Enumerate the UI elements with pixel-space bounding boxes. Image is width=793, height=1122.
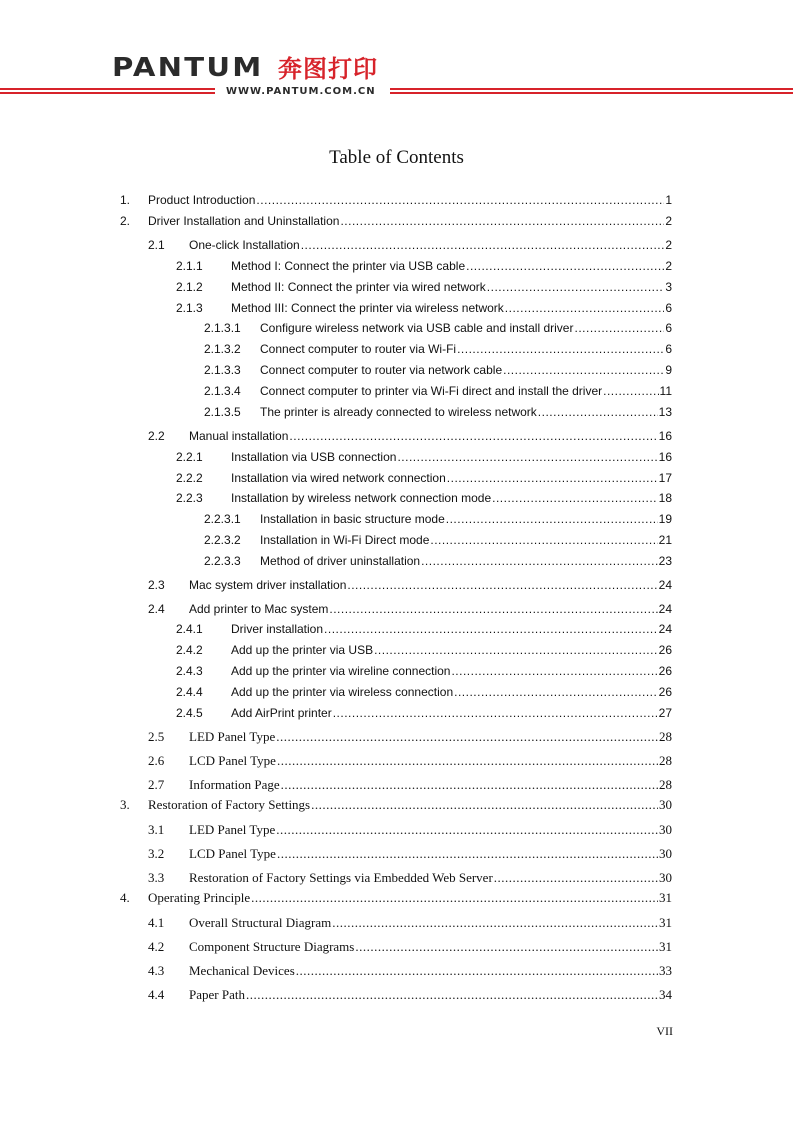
toc-dot-leader bbox=[324, 621, 658, 637]
page-number: VII bbox=[656, 1024, 673, 1038]
toc-entry-number: 2.2.3 bbox=[176, 491, 203, 505]
toc-entry-page: 31 bbox=[659, 890, 672, 905]
toc-entry-page: 30 bbox=[659, 797, 672, 812]
toc-entry-label: Connect computer to printer via Wi-Fi direct and install the driver bbox=[260, 384, 603, 398]
toc-entry-number: 2.1.3.4 bbox=[204, 384, 241, 398]
toc-dot-leader bbox=[296, 963, 658, 979]
toc-entry-number: 4. bbox=[120, 890, 130, 905]
toc-entry-label: Add up the printer via wireless connection bbox=[231, 685, 454, 699]
toc-entry-label: Restoration of Factory Settings bbox=[148, 797, 311, 812]
toc-entry-page: 23 bbox=[658, 554, 672, 568]
toc-entry[interactable] bbox=[120, 890, 672, 906]
toc-entry[interactable] bbox=[148, 939, 672, 955]
pantum-logo: PANTUM bbox=[112, 53, 264, 83]
toc-entry[interactable] bbox=[176, 663, 672, 679]
toc-entry-number: 2.5 bbox=[148, 729, 165, 744]
toc-entry-number: 2.2.3.2 bbox=[204, 533, 241, 547]
toc-entry-label: Method I: Connect the printer via USB cable bbox=[231, 259, 466, 273]
toc-entry-number: 4.1 bbox=[148, 915, 165, 930]
toc-entry[interactable] bbox=[204, 511, 672, 527]
toc-dot-leader bbox=[246, 987, 658, 1003]
toc-entry-page: 2 bbox=[665, 214, 672, 228]
toc-entry-number: 2.4.3 bbox=[176, 664, 203, 678]
toc-entry-page: 17 bbox=[658, 471, 672, 485]
toc-entry-label: LED Panel Type bbox=[189, 822, 276, 837]
toc-entry[interactable] bbox=[176, 684, 672, 700]
toc-title: Table of Contents bbox=[329, 147, 464, 168]
toc-entry-number: 2.1.3.2 bbox=[204, 342, 241, 356]
toc-entry[interactable] bbox=[148, 729, 672, 745]
toc-entry-label: Product Introduction bbox=[148, 193, 256, 207]
toc-entry[interactable] bbox=[120, 213, 672, 229]
toc-entry-number: 2.4.4 bbox=[176, 685, 203, 699]
toc-entry[interactable] bbox=[176, 642, 672, 658]
toc-dot-leader bbox=[251, 890, 658, 906]
toc-entry[interactable] bbox=[176, 470, 672, 486]
toc-entry-page: 1 bbox=[665, 193, 672, 207]
toc-dot-leader bbox=[574, 320, 664, 336]
toc-dot-leader bbox=[374, 642, 658, 658]
toc-entry-number: 3.2 bbox=[148, 846, 165, 861]
toc-entry-page: 28 bbox=[659, 753, 672, 768]
toc-entry-number: 2.2.3.3 bbox=[204, 554, 241, 568]
toc-entry-page: 11 bbox=[659, 384, 672, 398]
pantum-logo-chinese: 奔图打印 bbox=[278, 55, 378, 83]
toc-entry-number: 2.4.2 bbox=[176, 643, 203, 657]
toc-entry[interactable] bbox=[120, 192, 672, 208]
toc-entry-page: 26 bbox=[658, 664, 672, 678]
toc-entry[interactable] bbox=[120, 797, 672, 813]
toc-entry-page: 16 bbox=[658, 429, 672, 443]
toc-dot-leader bbox=[276, 822, 658, 838]
toc-dot-leader bbox=[277, 753, 658, 769]
toc-entry-page: 19 bbox=[658, 512, 672, 526]
toc-dot-leader bbox=[256, 192, 664, 208]
toc-entry-number: 2.1.3.1 bbox=[204, 321, 241, 335]
toc-entry-number: 2.1.3.3 bbox=[204, 363, 241, 377]
toc-entry[interactable] bbox=[148, 987, 672, 1003]
toc-entry-page: 18 bbox=[658, 491, 672, 505]
toc-entry[interactable] bbox=[148, 870, 672, 886]
toc-entry-label: Mac system driver installation bbox=[189, 578, 347, 592]
toc-entry[interactable] bbox=[148, 846, 672, 862]
toc-entry-page: 27 bbox=[658, 706, 672, 720]
toc-entry-label: Method II: Connect the printer via wired network bbox=[231, 280, 486, 294]
toc-entry-label: Component Structure Diagrams bbox=[189, 939, 355, 954]
toc-entry-number: 4.2 bbox=[148, 939, 165, 954]
toc-entry-page: 30 bbox=[659, 846, 672, 861]
toc-entry[interactable] bbox=[204, 320, 672, 336]
toc-entry-label: Mechanical Devices bbox=[189, 963, 295, 978]
toc-entry[interactable] bbox=[148, 915, 672, 931]
toc-entry[interactable] bbox=[148, 753, 672, 769]
toc-entry-label: The printer is already connected to wireless network bbox=[260, 405, 537, 419]
toc-entry-number: 2.2.1 bbox=[176, 450, 203, 464]
toc-entry-label: Configure wireless network via USB cable and install driver bbox=[260, 321, 574, 335]
toc-entry-page: 31 bbox=[659, 915, 672, 930]
toc-dot-leader bbox=[397, 449, 657, 465]
toc-entry[interactable] bbox=[148, 963, 672, 979]
toc-dot-leader bbox=[276, 729, 658, 745]
toc-dot-leader bbox=[301, 237, 665, 253]
toc-entry-label: LCD Panel Type bbox=[189, 753, 276, 768]
toc-dot-leader bbox=[451, 663, 657, 679]
toc-entry-number: 4.3 bbox=[148, 963, 165, 978]
toc-entry-label: Method of driver uninstallation bbox=[260, 554, 421, 568]
toc-entry-page: 13 bbox=[658, 405, 672, 419]
toc-entry-page: 28 bbox=[659, 777, 672, 792]
toc-entry-label: Connect computer to router via Wi-Fi bbox=[260, 342, 457, 356]
toc-dot-leader bbox=[281, 777, 658, 793]
toc-entry[interactable] bbox=[204, 383, 672, 399]
toc-dot-leader bbox=[494, 870, 658, 886]
toc-entry-number: 3. bbox=[120, 797, 130, 812]
toc-entry-page: 6 bbox=[665, 342, 672, 356]
toc-entry-number: 2.6 bbox=[148, 753, 165, 768]
header-rule-left bbox=[0, 88, 215, 94]
toc-entry-page: 2 bbox=[665, 259, 672, 273]
toc-dot-leader bbox=[347, 577, 657, 593]
toc-entry[interactable] bbox=[148, 822, 672, 838]
toc-entry[interactable] bbox=[176, 279, 672, 295]
toc-entry-page: 24 bbox=[658, 622, 672, 636]
toc-entry-label: LCD Panel Type bbox=[189, 846, 276, 861]
toc-dot-leader bbox=[430, 532, 657, 548]
toc-entry-page: 24 bbox=[658, 578, 672, 592]
toc-dot-leader bbox=[487, 279, 665, 295]
toc-entry-label: Manual installation bbox=[189, 429, 289, 443]
toc-entry-number: 2.1.2 bbox=[176, 280, 203, 294]
toc-dot-leader bbox=[603, 383, 658, 399]
toc-entry-page: 21 bbox=[658, 533, 672, 547]
toc-entry[interactable] bbox=[204, 362, 672, 378]
toc-dot-leader bbox=[333, 705, 658, 721]
toc-dot-leader bbox=[505, 300, 665, 316]
toc-entry-label: Connect computer to router via network cable bbox=[260, 363, 503, 377]
toc-entry-label: Installation by wireless network connection mode bbox=[231, 491, 492, 505]
toc-entry-number: 2.2.2 bbox=[176, 471, 203, 485]
toc-dot-leader bbox=[454, 684, 658, 700]
toc-entry-number: 2.1.1 bbox=[176, 259, 203, 273]
page-header bbox=[0, 0, 793, 110]
toc-entry-page: 31 bbox=[659, 939, 672, 954]
toc-entry-number: 1. bbox=[120, 193, 131, 207]
toc-entry[interactable] bbox=[148, 601, 672, 617]
toc-entry-number: 2.4 bbox=[148, 602, 165, 616]
toc-entry-label: Add up the printer via USB bbox=[231, 643, 374, 657]
toc-entry[interactable] bbox=[204, 553, 672, 569]
toc-entry[interactable] bbox=[176, 300, 672, 316]
toc-entry-label: Add up the printer via wireline connection bbox=[231, 664, 451, 678]
toc-entry-number: 2.3 bbox=[148, 578, 165, 592]
toc-entry-label: Restoration of Factory Settings via Embedded Web Server bbox=[189, 870, 493, 885]
toc-entry-page: 28 bbox=[659, 729, 672, 744]
toc-dot-leader bbox=[421, 553, 658, 569]
toc-entry-label: Operating Principle bbox=[148, 890, 251, 905]
toc-entry[interactable] bbox=[148, 237, 672, 253]
toc-dot-leader bbox=[311, 797, 658, 813]
toc-entry-number: 2. bbox=[120, 214, 131, 228]
toc-entry-page: 26 bbox=[658, 685, 672, 699]
toc-entry-label: Add printer to Mac system bbox=[189, 602, 329, 616]
toc-entry-page: 6 bbox=[665, 321, 672, 335]
toc-entry-page: 16 bbox=[658, 450, 672, 464]
toc-entry-page: 6 bbox=[665, 301, 672, 315]
toc-entry-number: 2.4.5 bbox=[176, 706, 203, 720]
toc-entry-page: 30 bbox=[659, 822, 672, 837]
toc-entry[interactable] bbox=[176, 621, 672, 637]
toc-entry[interactable] bbox=[204, 404, 672, 420]
toc-entry-page: 34 bbox=[659, 987, 672, 1002]
toc-entry-page: 9 bbox=[665, 363, 672, 377]
toc-dot-leader bbox=[447, 470, 658, 486]
toc-entry-number: 2.4.1 bbox=[176, 622, 203, 636]
toc-entry-label: One-click Installation bbox=[189, 238, 300, 252]
toc-dot-leader bbox=[329, 601, 657, 617]
toc-entry-number: 2.1 bbox=[148, 238, 165, 252]
toc-entry-page: 24 bbox=[658, 602, 672, 616]
toc-entry-label: Add AirPrint printer bbox=[231, 706, 332, 720]
toc-dot-leader bbox=[457, 341, 664, 357]
toc-entry-label: Installation via wired network connection bbox=[231, 471, 446, 485]
toc-entry-number: 3.1 bbox=[148, 822, 165, 837]
toc-entry-label: Driver Installation and Uninstallation bbox=[148, 214, 340, 228]
toc-entry-number: 2.1.3 bbox=[176, 301, 203, 315]
toc-entry[interactable] bbox=[148, 577, 672, 593]
toc-dot-leader bbox=[492, 490, 658, 506]
toc-entry-label: Paper Path bbox=[189, 987, 245, 1002]
toc-entry-number: 2.7 bbox=[148, 777, 165, 792]
toc-entry-page: 26 bbox=[658, 643, 672, 657]
toc-entry-number: 3.3 bbox=[148, 870, 165, 885]
toc-entry[interactable] bbox=[176, 258, 672, 274]
toc-dot-leader bbox=[538, 404, 658, 420]
toc-entry-page: 33 bbox=[659, 963, 672, 978]
toc-entry[interactable] bbox=[176, 705, 672, 721]
toc-entry-label: Overall Structural Diagram bbox=[189, 915, 332, 930]
toc-entry-number: 2.1.3.5 bbox=[204, 405, 241, 419]
header-rule-right bbox=[390, 88, 793, 94]
toc-dot-leader bbox=[277, 846, 658, 862]
toc-entry-label: Installation in basic structure mode bbox=[260, 512, 445, 526]
toc-entry-number: 4.4 bbox=[148, 987, 165, 1002]
toc-dot-leader bbox=[289, 428, 657, 444]
toc-entry-page: 3 bbox=[665, 280, 672, 294]
toc-entry-number: 2.2.3.1 bbox=[204, 512, 241, 526]
toc-entry[interactable] bbox=[176, 490, 672, 506]
toc-dot-leader bbox=[340, 213, 664, 229]
toc-entry[interactable] bbox=[204, 341, 672, 357]
toc-dot-leader bbox=[332, 915, 658, 931]
toc-dot-leader bbox=[503, 362, 664, 378]
toc-dot-leader bbox=[466, 258, 664, 274]
toc-entry[interactable] bbox=[204, 532, 672, 548]
toc-entry[interactable] bbox=[148, 428, 672, 444]
toc-entry-label: Installation via USB connection bbox=[231, 450, 397, 464]
toc-entry-label: Method III: Connect the printer via wireless network bbox=[231, 301, 504, 315]
toc-entry-label: Installation in Wi-Fi Direct mode bbox=[260, 533, 430, 547]
toc-entry[interactable] bbox=[176, 449, 672, 465]
toc-entry-label: Information Page bbox=[189, 777, 280, 792]
toc-entry-label: LED Panel Type bbox=[189, 729, 276, 744]
toc-dot-leader bbox=[355, 939, 658, 955]
toc-entry-page: 2 bbox=[665, 238, 672, 252]
toc-entry-page: 30 bbox=[659, 870, 672, 885]
toc-entry-number: 2.2 bbox=[148, 429, 165, 443]
toc-entry-label: Driver installation bbox=[231, 622, 324, 636]
toc-entry[interactable] bbox=[148, 777, 672, 793]
toc-dot-leader bbox=[446, 511, 658, 527]
website-url: WWW.PANTUM.COM.CN bbox=[226, 86, 376, 97]
